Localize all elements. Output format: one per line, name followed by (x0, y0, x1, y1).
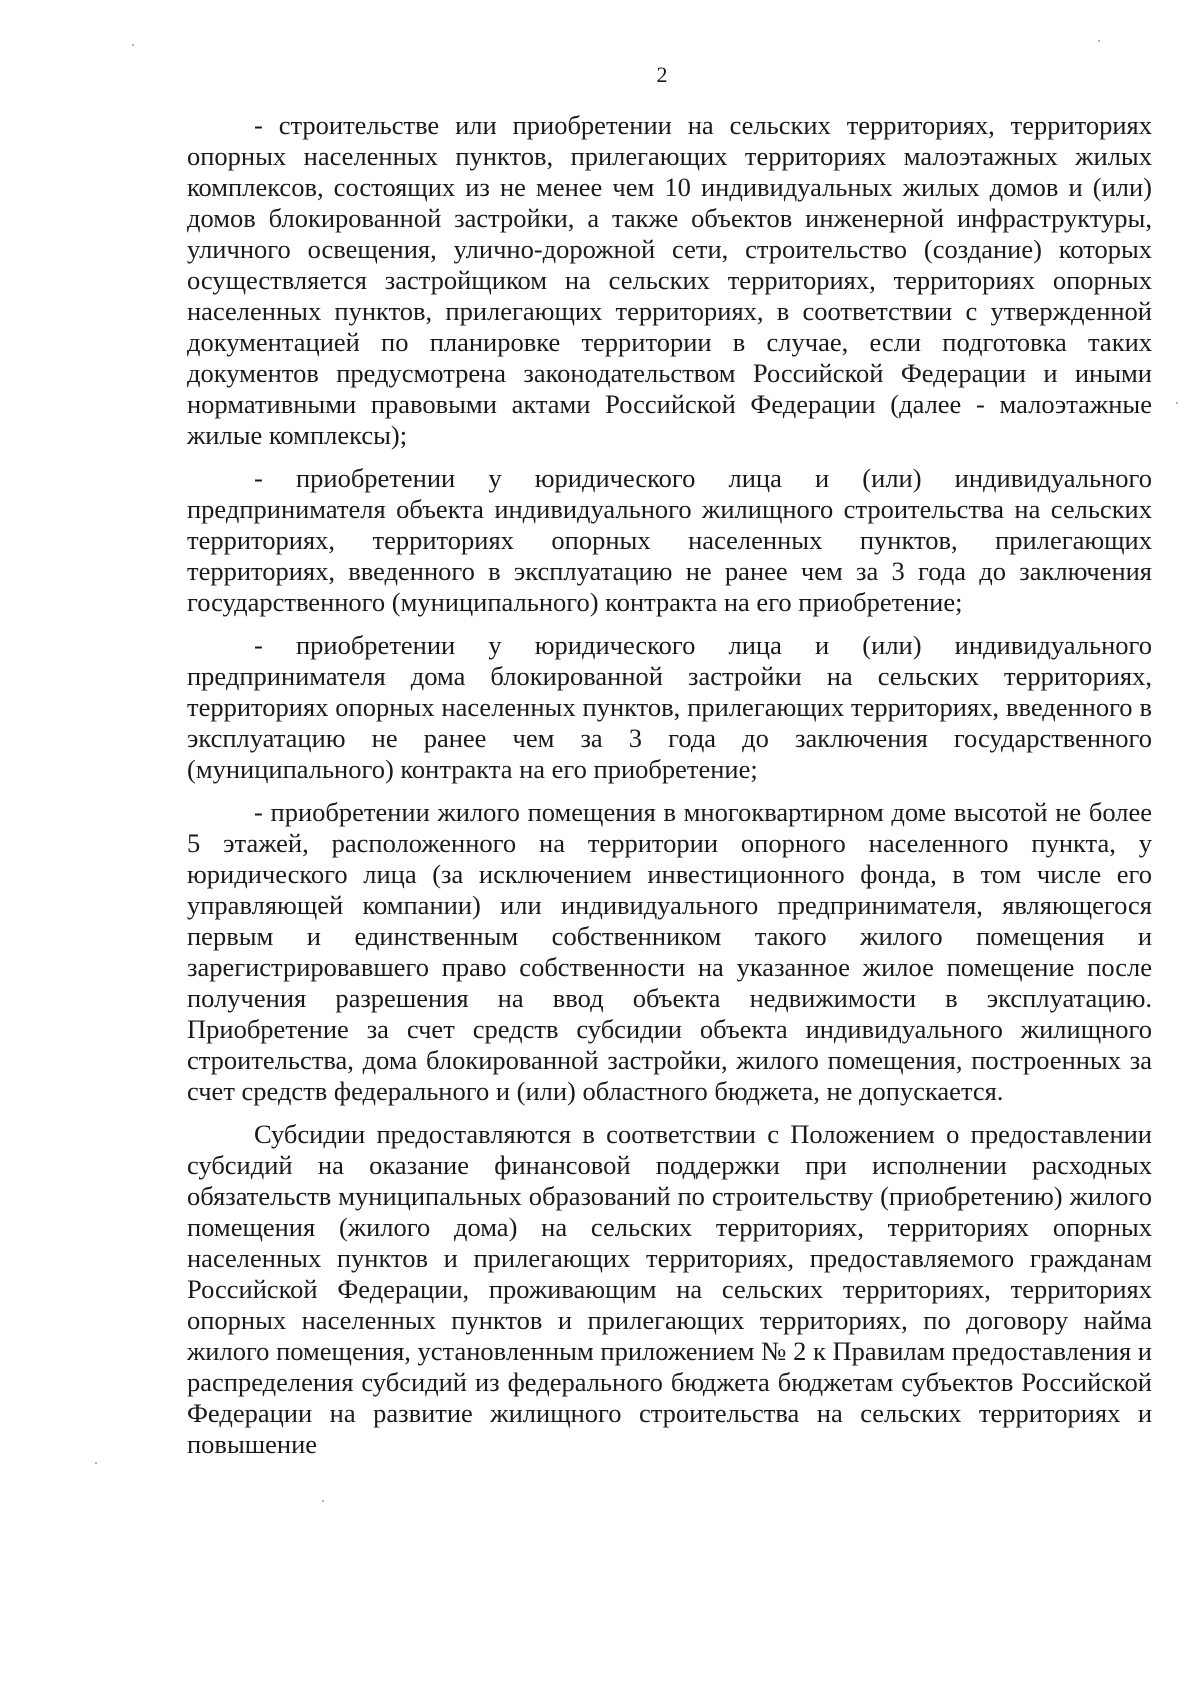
scan-speck (1176, 402, 1178, 404)
scan-speck (322, 1500, 324, 1502)
paragraph-blocked-house: - приобретении у юридического лица и (или) индивидуального предпринимателя дома блокированной застройки на сельских территориях, территориях опорных населенных пунктов, прилегающих территориях, введенного в эксплуатацию не ранее чем за 3 года до заключения государственного (муниципального) контракта на его приобретение; (187, 630, 1152, 784)
paragraph-individual-house: - приобретении у юридического лица и (или) индивидуального предпринимателя объекта индивидуального жилищного строительства на сельских территориях, территориях опорных населенных пунктов, прилегающих территориях, введенного в эксплуатацию не ранее чем за 3 года до заключения государственного (муниципального) контракта на его приобретение; (187, 463, 1152, 617)
paragraph-subsidies: Субсидии предоставляются в соответствии с Положением о предоставлении субсидий на оказание финансовой поддержки при исполнении расходных обязательств муниципальных образований по строительству (приобретению) жилого помещения (жилого дома) на сельских территориях, территориях опорных населенных пунктов и прилегающих территориях, предоставляемого гражданам Российской Федерации, проживающим на сельских территориях, территориях опорных населенных пунктов и прилегающих территориях, по договору найма жилого помещения, установленным приложением № 2 к Правилам предоставления и распределения субсидий из федерального бюджета бюджетам субъектов Российской Федерации на развитие жилищного строительства на сельских территориях и повышение (187, 1119, 1152, 1459)
paragraph-construction: - строительстве или приобретении на сельских территориях, территориях опорных населенных пунктов, прилегающих территориях малоэтажных жилых комплексов, состоящих из не менее чем 10 индивидуальных жилых домов и (или) домов блокированной застройки, а также объектов инженерной инфраструктуры, уличного освещения, улично-дорожной сети, строительство (создание) которых осуществляется застройщиком на сельских территориях, территориях опорных населенных пунктов, прилегающих территориях, в соответствии с утвержденной документацией по планировке территории в случае, если подготовка таких документов предусмотрена законодательством Российской Федерации и иными нормативными правовыми актами Российской Федерации (далее - малоэтажные жилые комплексы); (187, 110, 1152, 450)
scan-speck (95, 1462, 97, 1464)
page-number: 2 (656, 62, 668, 87)
paragraph-apartment: - приобретении жилого помещения в многоквартирном доме высотой не более 5 этажей, расположенного на территории опорного населенного пункта, у юридического лица (за исключением инвестиционного фонда, в том числе его управляющей компании) или индивидуального предпринимателя, являющегося первым и единственным собственником такого жилого помещения и зарегистрировавшего право собственности на указанное жилое помещение после получения разрешения на ввод объекта недвижимости в эксплуатацию. Приобретение за счет средств субсидии объекта индивидуального жилищного строительства, дома блокированной застройки, жилого помещения, построенных за счет средств федерального и (или) областного бюджета, не допускается. (187, 797, 1152, 1106)
document-body (187, 110, 1152, 1472)
scan-speck (132, 44, 134, 46)
scan-speck (1098, 40, 1100, 42)
